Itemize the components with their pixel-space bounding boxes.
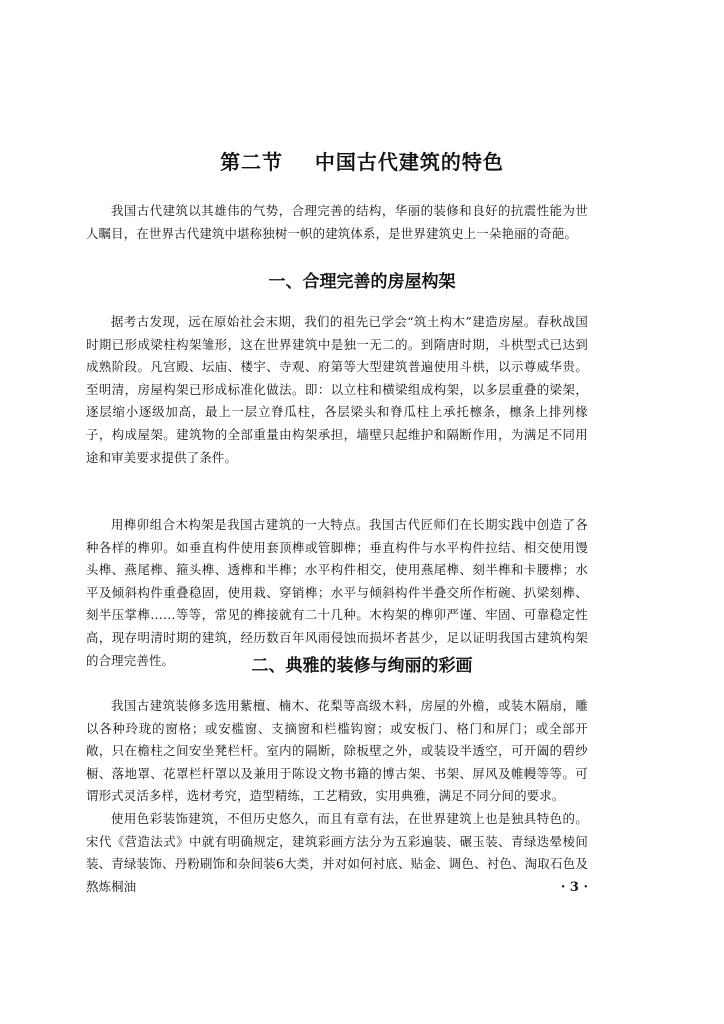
section-title: 第二节 中国古代建筑的特色: [220, 150, 504, 174]
paragraph-structure-history: 据考古发现，远在原始社会末期，我们的祖先已学会“筑土构木”建造房屋。春秋战国时期已形成梁柱构架雏形，这在世界建筑中是独一无二的。到隋唐时期，斗栱型式已达到成熟阶段。凡宫殿、坛庙、楼宇、寺观、府第等大型建筑普遍使用斗栱，以示尊威华贵。至明清，房屋构架已形成标准化做法。即：以立柱和横梁组成构架，以多层重叠的梁架，逐层缩小逐级加高，最上一层立脊瓜柱，各层梁头和脊瓜柱上承托檩条，檩条上排列椽子，构成屋架。建筑物的全部重量由构架承担，墙壁只起维护和隔断作用，为满足不同用途和审美要求提供了条件。: [86, 314, 588, 465]
page-number: · 3 ·: [560, 880, 588, 895]
intro-paragraph: 我国古代建筑以其雄伟的气势，合理完善的结构，华丽的装修和良好的抗震性能为世人瞩目，在世界古代建筑中堪称独树一帜的建筑体系，是世界建筑史上一朵艳丽的奇葩。: [86, 203, 588, 241]
paragraph-decoration: 我国古建筑装修多选用紫檀、楠木、花梨等高级木料，房屋的外檐，或装木隔扇，雕以各种玲珑的窗格；或安槛窗、支摘窗和栏槛钩窗；或安板门、格门和屏门；或全部开敞，只在檐柱之间安坐凳栏杆。室内的隔断，除板壁之外，或装设半透空，可开阖的碧纱橱、落地罩、花罩栏杆罩以及兼用于陈设文物书籍的博古架、书架、屏风及帷幔等等。可谓形式灵活多样，选材考究，造型精练，工艺精致，实用典雅，满足不同分间的要求。: [86, 698, 588, 804]
paragraph-mortise-tenon: 用榫卯组合木构架是我国古建筑的一大特点。我国古代匠师们在长期实践中创造了各种各样的榫卯。如垂直构件使用套顶榫或管脚榫；垂直构件与水平构件拉结、相交使用馒头榫、燕尾榫、箍头榫、透榫和半榫；水平构件相交，使用燕尾榫、刻半榫和卡腰榫；水平及倾斜构件重叠稳固，使用栽、穿销榫；水平与倾斜构件半叠交所作桁碗、扒梁刻榫、刻半压掌榫……等等，常见的榫接就有二十几种。木构架的榫卯严谨、牢固、可靠稳定性高，现存明清时期的建筑，经历数百年风雨侵蚀而损坏者甚少，足以证明我国古建筑构架的合理完善性。: [86, 517, 588, 668]
paragraph-painting: 使用色彩装饰建筑，不但历史悠久，而且有章有法，在世界建筑上也是独具特色的。宋代《营造法式》中就有明确规定，建筑彩画方法分为五彩遍装、碾玉装、青绿迭晕棱间装、青绿装饰、丹粉刷饰和杂间装6大类，并对如何衬底、贴金、调色、衬色、淘取石色及熬炼桐油: [86, 811, 588, 894]
heading-structure: 一、合理完善的房屋构架: [268, 272, 456, 292]
heading-decoration: 二、典雅的装修与绚丽的彩画: [251, 656, 473, 676]
